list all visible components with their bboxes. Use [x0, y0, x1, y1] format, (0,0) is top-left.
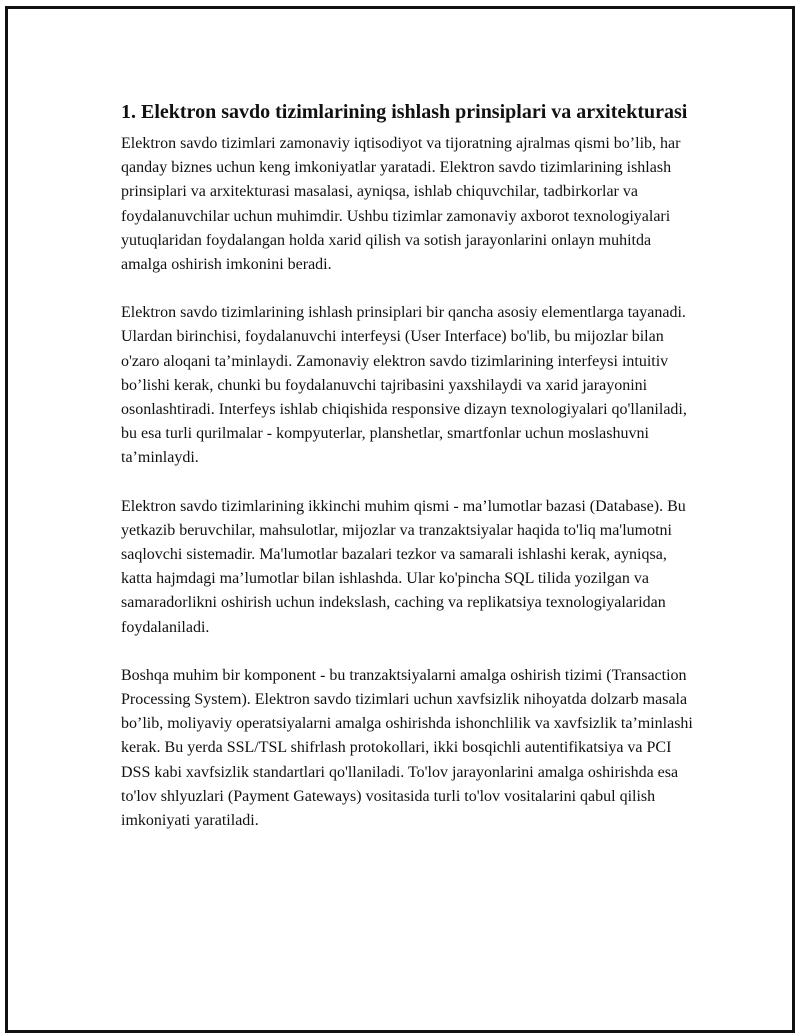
paragraph-4: Boshqa muhim bir komponent - bu tranzaktsiyalarni amalga oshirish tizimi (Transaction Processing System). Elektron savdo tizimlari uchun xavfsizlik nihoyatda dolzarb masala bo’lib, moliyaviy operatsiyalarni amalga oshirishda ishonchlilik va xavfsizlik ta’minlashi kerak. Bu yerda SSL/TSL shifrlash protokollari, ikki bosqichli autentifikatsiya va PCI DSS kabi xavfsizlik standartlari qo'llaniladi. To'lov jarayonlarini amalga oshirishda esa to'lov shlyuzlari (Payment Gateways) vositasida turli to'lov vositalarini qabul qilish imkoniyati yaratiladi. [121, 666, 693, 830]
document-body [121, 99, 696, 833]
page-frame [5, 6, 795, 1033]
paragraph-2: Elektron savdo tizimlarining ishlash prinsiplari bir qancha asosiy elementlarga tayanadi. Ulardan birinchisi, foydalanuvchi interfeysi (User Interface) bo'lib, bu mijozlar bilan o'zaro aloqani ta’minlaydi. Zamonaviy elektron savdo tizimlarining interfeysi intuitiv bo’lishi kerak, chunki bu foydalanuvchi tajribasini yaxshilaydi va xarid jarayonini osonlashtiradi. Interfeys ishlab chiqishida responsive dizayn texnologiyalari qo'llaniladi, bu esa turli qurilmalar - kompyuterlar, planshetlar, smartfonlar uchun moslashuvni ta’minlaydi. [121, 304, 687, 467]
paragraph-3: Elektron savdo tizimlarining ikkinchi muhim qismi - ma’lumotlar bazasi (Database). Bu yetkazib beruvchilar, mahsulotlar, mijozlar va tranzaktsiyalar haqida to'liq ma'lumotni saqlovchi sistemadir. Ma'lumotlar bazalari tezkor va samarali ishlashi kerak, ayniqsa, katta hajmdagi ma’lumotlar bilan ishlashda. Ular ko'pincha SQL tilida yozilgan va samaradorlikni oshirish uchun indekslash, caching va replikatsiya texnologiyalaridan foydalaniladi. [121, 497, 686, 636]
section-title: 1. Elektron savdo tizimlarining ishlash prinsiplari va arxitekturasi [121, 101, 688, 123]
paragraph-1: Elektron savdo tizimlari zamonaviy iqtisodiyot va tijoratning ajralmas qismi bo’lib, har qanday biznes uchun keng imkoniyatlar yaratadi. Elektron savdo tizimlarining ishlash prinsiplari va arxitekturasi masalasi, ayniqsa, ishlab chiquvchilar, tadbirkorlar va foydalanuvchilar uchun muhimdir. Ushbu tizimlar zamonaviy axborot texnologiyalari yutuqlaridan foydalangan holda xarid qilish va sotish jarayonlarini onlayn muhitda amalga oshirish imkonini beradi. [121, 135, 681, 274]
